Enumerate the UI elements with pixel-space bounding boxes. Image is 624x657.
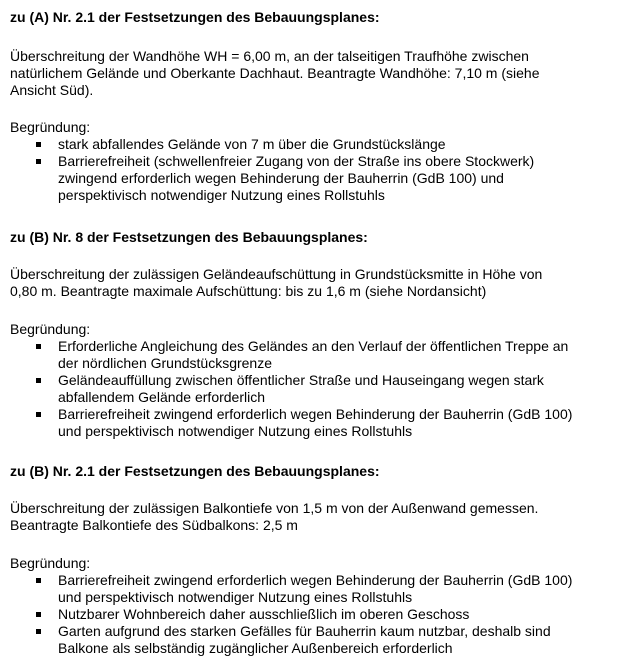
paragraph-line: Ansicht Süd). [10,82,94,98]
list-item [10,338,618,372]
reason-label: Begründung: [10,119,91,135]
reason-list [10,136,618,204]
list-item-line: Balkone als selbständig zugänglicher Außenbereich erforderlich [58,640,453,656]
list-item-line: zwingend erforderlich wegen Behinderung der Bauherrin (GdB 100) und [58,170,504,186]
list-item-line: Barrierefreiheit zwingend erforderlich wegen Behinderung der Bauherrin (GdB 100) [58,572,573,588]
paragraph-line: Beantragte Balkontiefe des Südbalkons: 2,5 m [10,517,298,533]
section-heading: zu (B) Nr. 8 der Festsetzungen des Bebauungsplanes: [10,229,368,245]
section-heading: zu (A) Nr. 2.1 der Festsetzungen des Bebauungsplanes: [10,9,380,25]
list-item-line: stark abfallendes Gelände von 7 m über die Grundstückslänge [58,136,446,152]
list-item-line: perspektivisch notwendiger Nutzung eines Rollstuhls [58,187,385,203]
list-item-line: Garten aufgrund des starken Gefälles für Bauherrin kaum nutzbar, deshalb sind [58,623,551,639]
list-item [10,372,618,406]
section-paragraph [10,500,618,534]
reason-label: Begründung: [10,555,91,571]
list-item-line: Barrierefreiheit (schwellenfreier Zugang von der Straße ins obere Stockwerk) [58,153,535,169]
section-a-2-1 [10,9,618,204]
section-b-8 [10,229,618,440]
list-item-line: Geländeauffüllung zwischen öffentlicher Straße und Hauseingang wegen stark [58,372,544,388]
list-item [10,623,618,657]
list-item-line: Nutzbarer Wohnbereich daher ausschließlich im oberen Geschoss [58,606,470,622]
reason-label: Begründung: [10,321,91,337]
section-paragraph [10,266,618,300]
section-b-2-1 [10,463,618,657]
reason-list [10,572,618,657]
section-heading: zu (B) Nr. 2.1 der Festsetzungen des Bebauungsplanes: [10,463,380,479]
list-item-line: abfallendem Gelände erforderlich [58,389,266,405]
paragraph-line: Überschreitung der zulässigen Geländeaufschüttung in Grundstücksmitte in Höhe von [10,266,543,282]
paragraph-line: Überschreitung der zulässigen Balkontiefe von 1,5 m von der Außenwand gemessen. [10,500,539,516]
list-item-line: der nördlichen Grundstücksgrenze [58,355,273,371]
reason-list [10,338,618,440]
list-item [10,572,618,606]
list-item-line: und perspektivisch notwendiger Nutzung eines Rollstuhls [58,589,413,605]
list-item-line: Erforderliche Angleichung des Geländes an den Verlauf der öffentlichen Treppe an [58,338,569,354]
list-item [10,406,618,440]
list-item [10,153,618,204]
paragraph-line: 0,80 m. Beantragte maximale Aufschüttung: bis zu 1,6 m (siehe Nordansicht) [10,283,487,299]
list-item-line: Barrierefreiheit zwingend erforderlich wegen Behinderung der Bauherrin (GdB 100) [58,406,573,422]
paragraph-line: natürlichem Gelände und Oberkante Dachhaut. Beantragte Wandhöhe: 7,10 m (siehe [10,65,540,81]
list-item-line: und perspektivisch notwendiger Nutzung eines Rollstuhls [58,423,413,439]
section-paragraph [10,48,618,99]
paragraph-line: Überschreitung der Wandhöhe WH = 6,00 m, an der talseitigen Traufhöhe zwischen [10,48,529,64]
list-item [10,136,618,153]
list-item [10,606,618,623]
